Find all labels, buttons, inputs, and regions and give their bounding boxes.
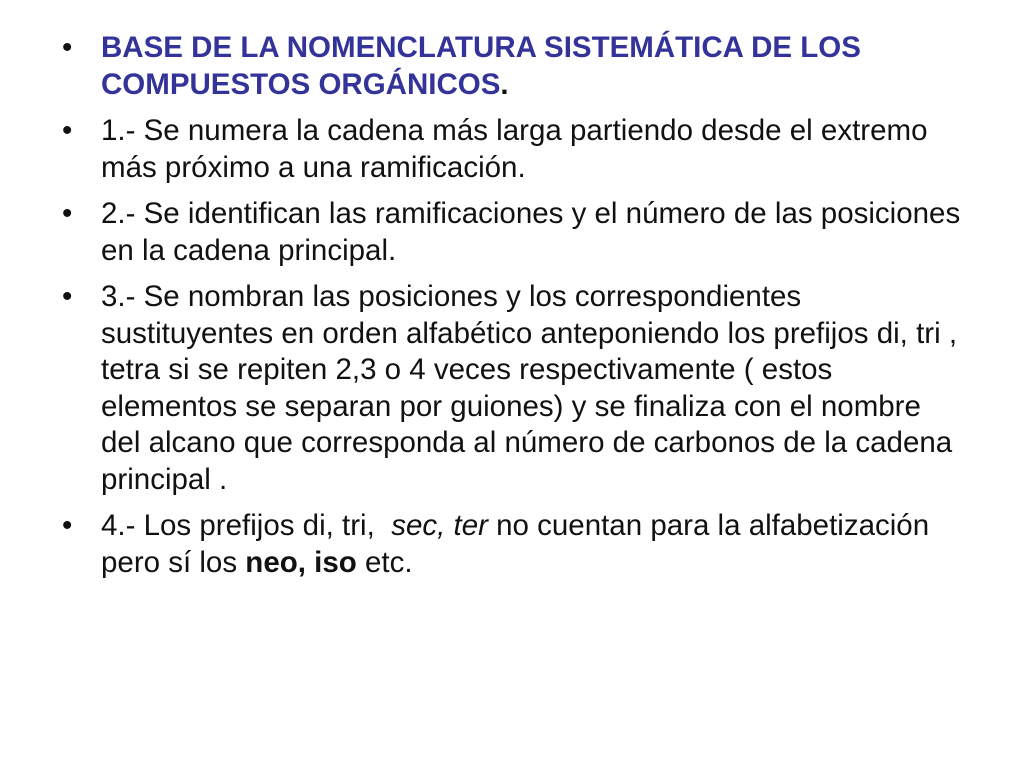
list-item-rule-2	[62, 196, 962, 269]
rule-text-italic: sec, ter	[391, 509, 488, 542]
rule-text: 1.- Se numera la cadena más larga partiendo desde el extremo más próximo a una ramificación.	[101, 114, 928, 184]
rule-text-part: no cuentan para la alfabetización pero sí los	[101, 509, 938, 579]
bullet-icon: •	[62, 197, 73, 230]
title-text: BASE DE LA NOMENCLATURA SISTEMÁTICA DE LOS COMPUESTOS ORGÁNICOS	[101, 31, 861, 101]
title-period: .	[500, 67, 509, 101]
rule-text-part: 4.- Los prefijos di, tri,	[101, 509, 392, 542]
list-item-rule-1	[62, 113, 962, 186]
rule-text-bold: neo, iso	[245, 545, 357, 579]
rule-text: 2.- Se identifican las ramificaciones y el número de las posiciones en la cadena principal.	[101, 197, 961, 267]
bullet-icon: •	[62, 280, 73, 313]
rule-text: 3.- Se nombran las posiciones y los correspondientes sustituyentes en orden alfabético anteponiendo los prefijos di, tri , tetra si se repiten 2,3 o 4 veces respectivamente ( estos elementos se separan por guiones) y se finaliza con el nombre del alcano que corresponda al número de carbonos de la cadena principal .	[101, 280, 958, 496]
bullet-icon: •	[62, 509, 73, 542]
bullet-list	[62, 30, 962, 591]
list-item-rule-3	[62, 279, 962, 498]
slide-title	[62, 30, 962, 103]
list-item-rule-4	[62, 508, 962, 581]
bullet-icon: •	[62, 114, 73, 147]
bullet-icon: •	[62, 31, 73, 64]
rule-text-part: etc.	[356, 545, 413, 579]
